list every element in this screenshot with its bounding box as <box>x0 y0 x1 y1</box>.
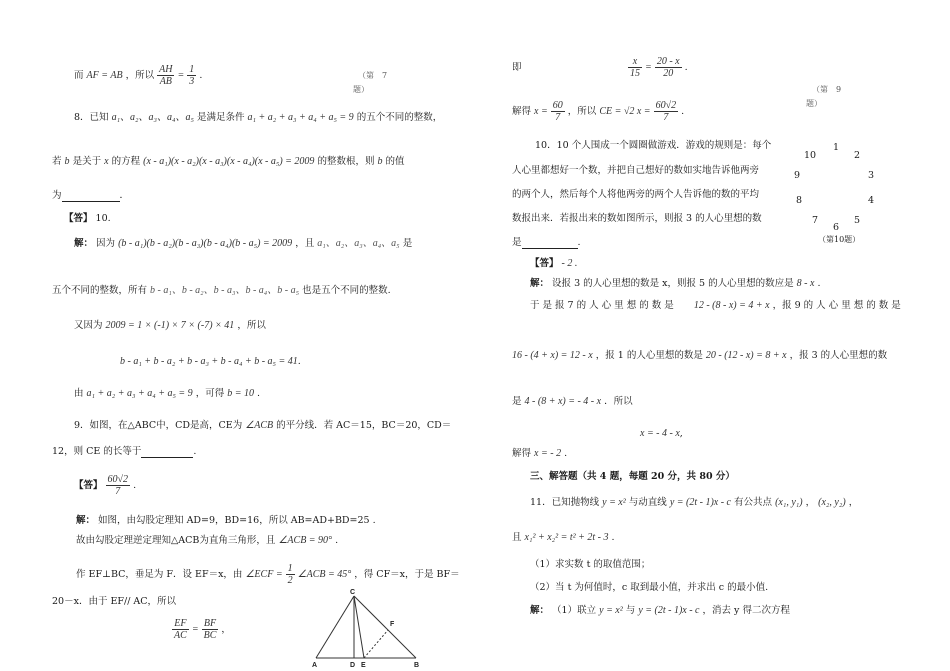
question-11-line-2: 且 x₁² + x₂² = t² + 2t - 3 . <box>512 532 615 543</box>
answer-10: 【答】 - 2 . <box>530 258 578 269</box>
question-9-line-2: 12，则 CE 的长等于 . <box>52 446 197 457</box>
circle-number-9: 9 <box>794 170 801 181</box>
solution-11-line-1: 解： （1）联立 y = x² 与 y = (2t - 1)x - c ，消去 y 得二次方程 <box>530 605 790 616</box>
circle-number-10: 10 <box>804 150 817 161</box>
fraction-answer-9: $\frac{60√2}{7}$ <box>107 474 129 497</box>
figure-9-label-2: 题） <box>806 99 822 108</box>
label-a: A <box>312 662 318 668</box>
line-7-conclusion: 而 AF = AB ，所以 $\frac{AH}{AB}$ = $\frac{1}{3}$ . <box>74 64 203 87</box>
solution-9-line-1: 解： 如图，由勾股定理知 AD=9，BD=16，所以 AB=AD+BD=25 . <box>76 515 376 526</box>
side-ac <box>316 596 354 658</box>
answer-9: 【答】 $\frac{60√2}{7}$ . <box>74 474 137 497</box>
solution-8-line-3: 又因为 2009 = 1 × (-1) × 7 × (-7) × 41 ，所以 <box>74 320 266 331</box>
solution-10-line-5: x = - 4 - x, <box>640 428 683 439</box>
solution-8-line-5: 由 a₁ + a₂ + a₃ + a₄ + a₅ = 9 ，可得 b = 10 . <box>74 388 261 399</box>
circle-number-8: 8 <box>796 195 803 206</box>
solution-9-line-2: 故由勾股定理逆定理知△ACB为直角三角形，且 ∠ACB = 90° . <box>76 535 339 546</box>
circle-caption: （第10题） <box>818 235 861 244</box>
circle-number-2: 2 <box>854 150 861 161</box>
solution-10-line-6: 解得 x = - 2 . <box>512 448 568 459</box>
circle-number-5: 5 <box>854 215 861 226</box>
figure-7-label-2: 题） <box>353 85 369 94</box>
circle-number-7: 7 <box>812 215 819 226</box>
question-10-line-4: 数报出来．若报出来的数如图所示，则报 3 的人心里想的数 <box>512 213 762 224</box>
solution-9-line-3: 作 EF⊥BC，垂足为 F．设 EF＝x，由 ∠ECF = $\frac{1}{2}$ ∠ACB = 45° ，得 CF＝x，于是 BF＝ <box>76 563 460 586</box>
question-8-line-3: 为 ． <box>52 190 130 201</box>
side-cb <box>354 596 416 658</box>
line-9-result: 解得 x = $\frac{60}{7}$ ，所以 CE = √2 x = $\frac{60√2}{7}$ . <box>512 100 685 123</box>
circle-number-6: 6 <box>833 222 840 233</box>
question-8-line-1: 8．已知 a₁、a₂、a₃、a₄、a₅ 是满足条件 a₁ + a₂ + a₃ + a₄ + a₅ = 9 的五个不同的整数， <box>74 112 443 123</box>
question-9-line-1: 9．如图，在△ABC中，CD是高，CE为 ∠ACB 的平分线．若 AC＝15，BC＝20，CD＝ <box>74 420 452 431</box>
fraction-ah-ab: $\frac{AH}{AB}$ <box>159 64 173 87</box>
figure-7-label: （第 7 <box>358 71 388 80</box>
label-c: C <box>350 589 356 596</box>
label-d: D <box>350 662 356 668</box>
label-b: B <box>414 662 420 668</box>
solution-9-line-4: 20－x．由于 EF// AC，所以 <box>52 596 177 607</box>
question-8-line-2: 若 b 是关于 x 的方程 (x - a₁)(x - a₂)(x - a₃)(x - a₄)(x - a₅) = 2009 的整数根，则 b 的值 <box>52 156 405 167</box>
answer-blank-8 <box>62 191 120 202</box>
question-11-part-1: （1）求实数 t 的取值范围； <box>530 559 651 570</box>
label-e: E <box>361 662 366 668</box>
question-10-line-1: 10．10 个人围成一个圆圈做游戏．游戏的规则是：每个 <box>535 140 772 151</box>
solution-10-line-4: 是 4 - (8 + x) = - 4 - x ．所以 <box>512 396 633 407</box>
answer-blank-10 <box>522 238 578 249</box>
solution-10-line-3: 16 - (4 + x) = 12 - x ，报 1 的人心里想的数是 20 - (12 - x) = 8 + x ，报 3 的人心里想的数 <box>512 350 888 361</box>
solution-10-line-1: 解： 设报 3 的人心里想的数是 x，则报 5 的人心里想的数应是 8 - x . <box>530 278 821 289</box>
math-af-ab: AF = AB <box>86 70 123 81</box>
question-10-line-2: 人心里都想好一个数，并把自己想好的数如实地告诉他两旁 <box>512 165 760 176</box>
segment-ef <box>364 630 388 658</box>
circle-number-4: 4 <box>868 195 875 206</box>
question-11-part-2: （2）当 t 为何值时，c 取到最小值，并求出 c 的最小值. <box>530 582 769 593</box>
solution-8-line-4: b - a₁ + b - a₂ + b - a₃ + b - a₄ + b - a₅ = 41. <box>120 356 301 367</box>
bisector-ce <box>354 596 364 658</box>
question-10-line-3: 的两个人，然后每个人将他两旁的两个人告诉他的数的平均 <box>512 189 760 200</box>
circle-figure <box>790 138 880 248</box>
figure-9-label: （第 9 <box>812 85 842 94</box>
answer-8: 【答】 10. <box>64 213 111 224</box>
question-10-line-5: 是 . <box>512 237 581 248</box>
label-f: F <box>390 621 395 628</box>
answer-blank-9 <box>141 447 193 458</box>
question-11-line-1: 11．已知抛物线 y = x² 与动直线 y = (2t - 1)x - c 有公共点 (x₁, y₁) ， (x₂, y₂) ， <box>530 497 859 508</box>
solution-8-line-2: 五个不同的整数，所有 b - a₁、b - a₂、b - a₃、b - a₄、b - a₅ 也是五个不同的整数. <box>52 285 391 296</box>
ratio-equation: $\frac{x}{15}$ = $\frac{20 - x}{20}$ . <box>630 56 688 79</box>
triangle-figure <box>306 586 432 668</box>
circle-number-1: 1 <box>833 142 840 153</box>
fraction-one-third: $\frac{1}{3}$ <box>189 64 195 87</box>
solution-10-line-2: 于 是 报 7 的 人 心 里 想 的 数 是 12 - (8 - x) = 4 + x ，报 9 的 人 心 里 想 的 数 是 <box>530 300 901 311</box>
circle-number-3: 3 <box>868 170 875 181</box>
solution-8-line-1: 解： 因为 (b - a₁)(b - a₂)(b - a₃)(b - a₄)(b - a₅) = 2009 ，且 a₁、a₂、a₃、a₄、a₅ 是 <box>74 238 413 249</box>
section-3-heading: 三、解答题（共 4 题，每题 20 分，共 80 分） <box>530 471 735 482</box>
line-9-ratio: 即 <box>512 62 522 73</box>
solution-9-line-5: $\frac{EF}{AC}$ = $\frac{BF}{BC}$ ， <box>174 618 231 641</box>
